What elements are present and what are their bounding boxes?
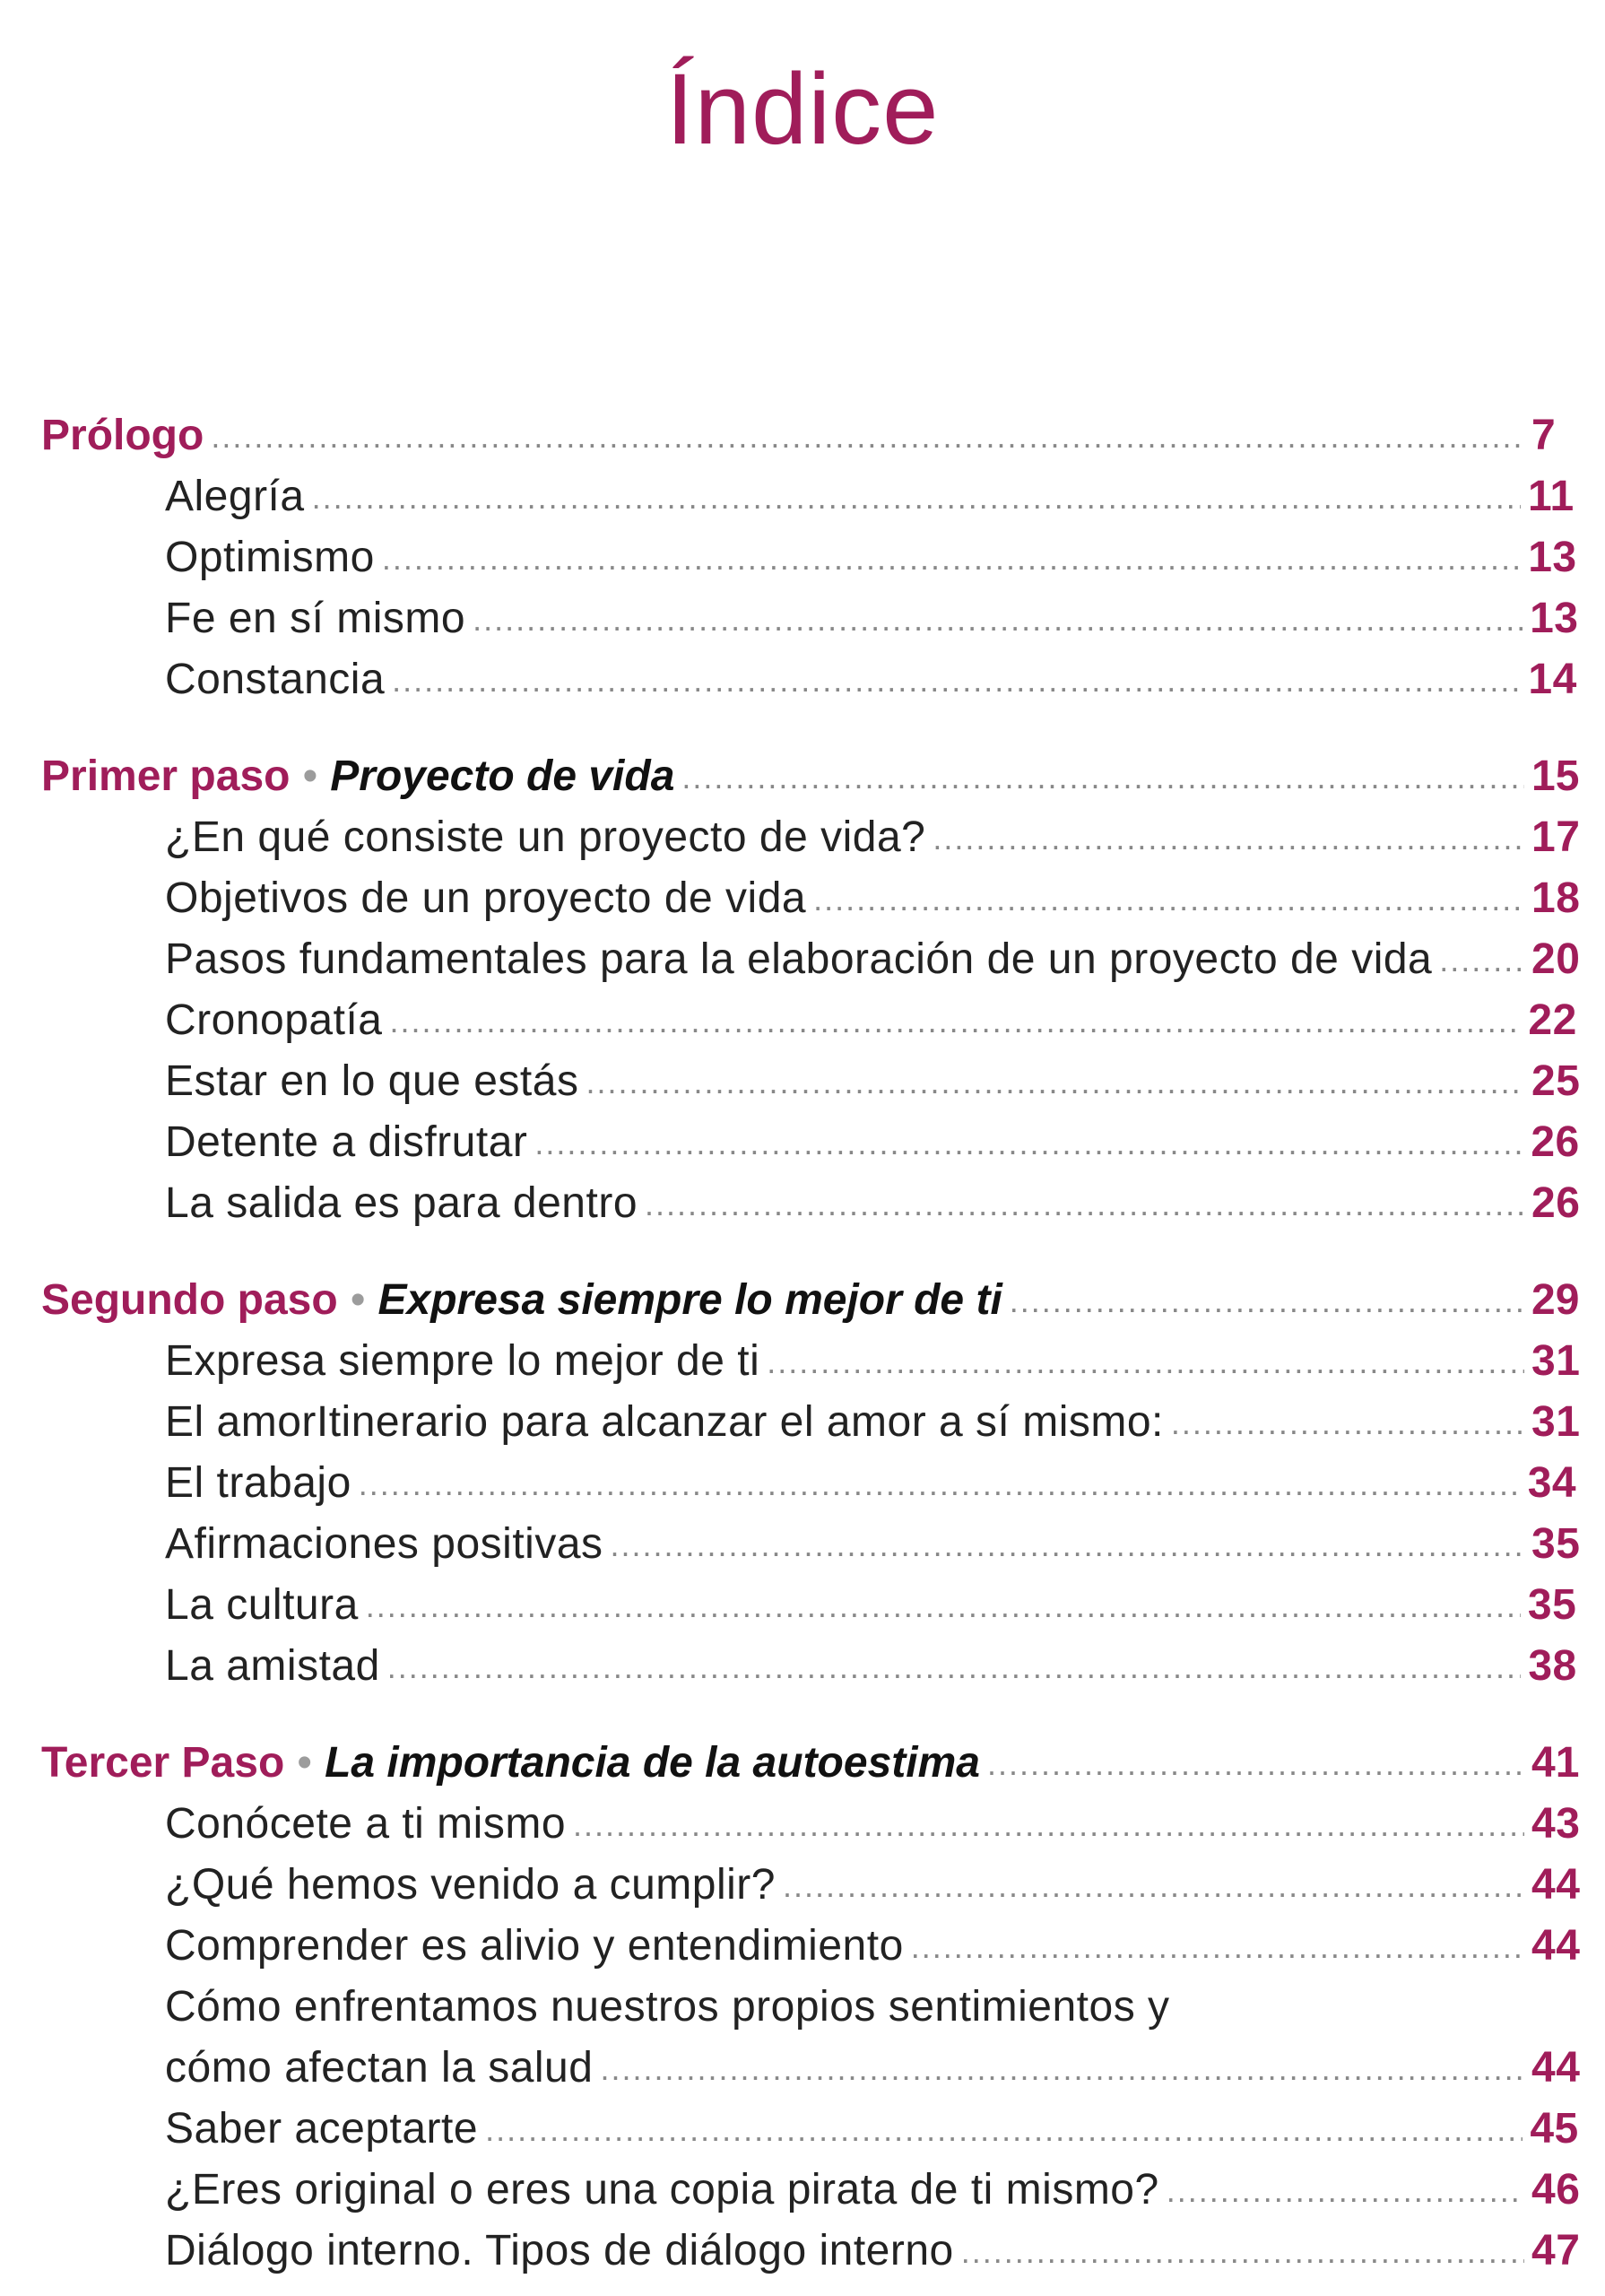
bullet-separator: • (302, 752, 318, 800)
dot-leader (933, 808, 1524, 869)
toc-entry[interactable] (41, 649, 1577, 710)
dot-leader (961, 2222, 1524, 2283)
entry-title: La amistad (165, 1642, 380, 1690)
dot-leader (387, 1637, 1522, 1698)
toc-entry[interactable] (41, 2160, 1581, 2221)
page-number: 26 (1531, 1179, 1581, 1227)
section-gap (41, 1234, 1549, 1270)
page-number: 29 (1531, 1276, 1580, 1324)
bullet-separator: • (350, 1276, 366, 1324)
section-label: Prólogo (41, 412, 204, 459)
page-number: 43 (1531, 1800, 1581, 1848)
page-title: Índice (665, 53, 940, 165)
entry-title: Saber aceptarte (165, 2105, 479, 2152)
page-number: 35 (1531, 1520, 1581, 1568)
page-number: 35 (1527, 1581, 1577, 1629)
dot-leader (473, 589, 1523, 650)
dot-leader (611, 1515, 1524, 1576)
toc-entry[interactable] (41, 807, 1581, 868)
entry-title: Detente a disfrutar (165, 1118, 528, 1166)
page-number: 31 (1531, 1337, 1581, 1385)
dot-leader (1171, 1393, 1524, 1454)
entry-title: Expresa siempre lo mejor de ti (165, 1337, 760, 1385)
toc-entry[interactable] (41, 1636, 1577, 1697)
dot-leader (534, 1113, 1523, 1174)
page-number: 44 (1531, 1861, 1581, 1909)
page-number: 44 (1531, 2044, 1581, 2092)
entry-title: ¿Qué hemos venido a cumplir? (165, 1861, 776, 1909)
entry-title: Estar en lo que estás (165, 1057, 579, 1105)
dot-leader (783, 1856, 1524, 1917)
page-number: 38 (1528, 1642, 1577, 1690)
entry-title: Cronopatía (165, 996, 383, 1044)
page-number: 25 (1531, 1057, 1581, 1105)
dot-leader (1439, 930, 1524, 991)
entry-title-continuation: cómo afectan la salud (165, 2044, 594, 2092)
dot-leader (366, 1576, 1521, 1637)
toc-entry[interactable] (41, 1051, 1581, 1112)
toc-entry[interactable] (41, 1453, 1577, 1514)
entry-title: La salida es para dentro (165, 1179, 638, 1227)
entry-title: La cultura (165, 1581, 359, 1629)
dot-leader (359, 1454, 1521, 1515)
toc-entry[interactable] (41, 1514, 1581, 1575)
page-number: 31 (1531, 1398, 1581, 1446)
toc-entry[interactable] (41, 1916, 1581, 1977)
entry-title: Comprender es alivio y entendimiento (165, 1922, 904, 1970)
page-number: 47 (1531, 2227, 1581, 2274)
dot-leader (600, 2039, 1524, 2100)
entry-title: Afirmaciones positivas (165, 1520, 603, 1568)
toc-entry[interactable] (41, 929, 1581, 990)
bullet-separator: • (297, 1739, 313, 1787)
page-number: 17 (1531, 813, 1581, 861)
toc-entry[interactable] (41, 527, 1577, 588)
toc-entry[interactable] (41, 2221, 1581, 2282)
dot-leader (586, 1052, 1524, 1113)
entry-title: Pasos fundamentales para la elaboración de un proyecto de vida (165, 935, 1433, 983)
page-number: 18 (1531, 874, 1581, 922)
dot-leader (1167, 2161, 1524, 2222)
entry-title: ¿Eres original o eres una copia pirata de ti mismo? (165, 2166, 1159, 2213)
entry-title: Constancia (165, 656, 386, 703)
page-number: 41 (1531, 1739, 1580, 1787)
page-number: 13 (1530, 595, 1579, 642)
entry-title: ¿En qué consiste un proyecto de vida? (165, 813, 926, 861)
page-number: 11 (1527, 473, 1575, 520)
toc-entry[interactable] (41, 868, 1581, 929)
dot-leader (1010, 1271, 1524, 1332)
dot-leader (573, 1795, 1524, 1856)
toc-section-primer-paso[interactable] (41, 746, 1580, 807)
section-label: Segundo paso (41, 1276, 338, 1324)
dot-leader (312, 467, 1521, 528)
page-number: 22 (1528, 996, 1577, 1044)
toc-entry[interactable] (41, 2038, 1581, 2099)
section-label: Tercer Paso (41, 1739, 285, 1787)
entry-title: Objetivos de un proyecto de vida (165, 874, 807, 922)
dot-leader (382, 528, 1521, 589)
table-of-contents (41, 405, 1581, 2282)
toc-entry[interactable] (41, 1112, 1580, 1173)
toc-entry[interactable] (41, 1575, 1577, 1636)
dot-leader (485, 2100, 1523, 2161)
dot-leader (767, 1332, 1524, 1393)
dot-leader (392, 650, 1521, 711)
toc-entry[interactable] (41, 1331, 1581, 1392)
toc-entry[interactable] (41, 1855, 1581, 1916)
page-number: 26 (1531, 1118, 1580, 1166)
toc-entry[interactable] (41, 588, 1579, 649)
dot-leader (390, 991, 1522, 1052)
toc-entry[interactable] (41, 1392, 1581, 1453)
toc-entry[interactable] (41, 466, 1575, 527)
page-number: 14 (1528, 656, 1577, 703)
page-number: 15 (1531, 752, 1580, 800)
dot-leader (987, 1734, 1524, 1795)
entry-title: Fe en sí mismo (165, 595, 466, 642)
dot-leader (645, 1174, 1524, 1235)
page-number: 13 (1528, 534, 1577, 581)
toc-entry[interactable] (41, 990, 1577, 1051)
entry-title: Optimismo (165, 534, 375, 581)
entry-title: Diálogo interno. Tipos de diálogo interno (165, 2227, 954, 2274)
toc-entry[interactable] (41, 1173, 1581, 1234)
toc-entry-first-line[interactable] (41, 1977, 1549, 2038)
page-number: 34 (1527, 1459, 1577, 1507)
toc-section-prologo[interactable] (41, 405, 1556, 466)
entry-title: El trabajo (165, 1459, 351, 1507)
section-gap (41, 1697, 1549, 1733)
page-number: 20 (1531, 935, 1581, 983)
section-subtitle: Proyecto de vida (330, 752, 675, 800)
entry-title: Alegría (165, 473, 305, 520)
dot-leader (211, 406, 1524, 467)
toc-section-tercer-paso[interactable] (41, 1733, 1580, 1794)
page-number: 45 (1530, 2105, 1579, 2152)
dot-leader (681, 747, 1524, 808)
page-number: 44 (1531, 1922, 1581, 1970)
page-number: 7 (1531, 412, 1556, 459)
entry-title: El amorItinerario para alcanzar el amor a sí mismo: (165, 1398, 1164, 1446)
entry-title: Conócete a ti mismo (165, 1800, 567, 1848)
toc-entry[interactable] (41, 1794, 1581, 1855)
toc-entry[interactable] (41, 2099, 1579, 2160)
section-subtitle: Expresa siempre lo mejor de ti (377, 1276, 1002, 1324)
dot-leader (911, 1917, 1524, 1978)
page-number: 46 (1531, 2166, 1581, 2213)
toc-section-segundo-paso[interactable] (41, 1270, 1580, 1331)
entry-title: Cómo enfrentamos nuestros propios sentimientos y (165, 1983, 1170, 2031)
section-label: Primer paso (41, 752, 291, 800)
section-subtitle: La importancia de la autoestima (325, 1739, 980, 1787)
dot-leader (813, 869, 1524, 930)
section-gap (41, 710, 1549, 746)
